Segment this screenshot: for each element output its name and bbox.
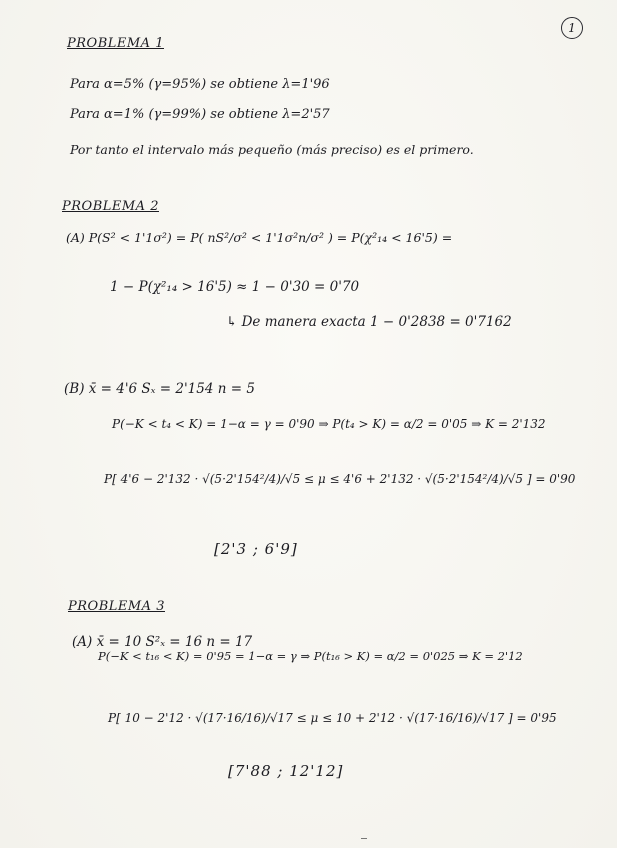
problema-1-line-3: Por tanto el intervalo más pequeño (más preciso) es el primero. [70, 142, 474, 157]
problema-2-b-line-3: P[ 4'6 − 2'132 · √(5·2'154²/4)/√5 ≤ μ ≤ 4'6 + 2'132 · √(5·2'154²/4)/√5 ] = 0'90 [104, 472, 576, 486]
problema-3-a-result: [7'88 ; 12'12] [228, 762, 344, 780]
problema-1-title: PROBLEMA 1 [67, 36, 164, 51]
page-number: 1 [568, 21, 576, 35]
page-number-circle [561, 17, 583, 39]
problema-1-line-1: Para α=5% (γ=95%) se obtiene λ=1'96 [70, 77, 330, 92]
problema-2-b-line-2: P(−K < t₄ < K) = 1−α = γ = 0'90 ⇒ P(t₄ > K) = α/2 = 0'05 ⇒ K = 2'132 [112, 417, 546, 431]
problema-2-a-line-3: ↳ De manera exacta 1 − 0'2838 = 0'7162 [226, 314, 512, 330]
problema-2-title: PROBLEMA 2 [62, 199, 159, 214]
problema-3-a-line-3: P[ 10 − 2'12 · √(17·16/16)/√17 ≤ μ ≤ 10 + 2'12 · √(17·16/16)/√17 ] = 0'95 [108, 711, 557, 725]
problema-2-b-result: [2'3 ; 6'9] [214, 540, 298, 558]
problema-3-a-line-2: P(−K < t₁₆ < K) = 0'95 = 1−α = γ ⇒ P(t₁₆ > K) = α/2 = 0'025 ⇒ K = 2'12 [98, 649, 523, 663]
problema-2-b-line-1: (B) x̄ = 4'6 Sₓ = 2'154 n = 5 [64, 381, 255, 397]
page-mark [361, 838, 367, 839]
problema-2-a-line-1: (A) P(S² < 1'1σ²) = P( nS²/σ² < 1'1σ²n/σ² ) = P(χ²₁₄ < 16'5) = [66, 230, 453, 245]
problema-3-a-line-1: (A) x̄ = 10 S²ₓ = 16 n = 17 [72, 634, 253, 650]
problema-2-a-line-2: 1 − P(χ²₁₄ > 16'5) ≈ 1 − 0'30 = 0'70 [110, 279, 360, 295]
problema-3-title: PROBLEMA 3 [68, 599, 165, 614]
problema-1-line-2: Para α=1% (γ=99%) se obtiene λ=2'57 [70, 107, 330, 122]
